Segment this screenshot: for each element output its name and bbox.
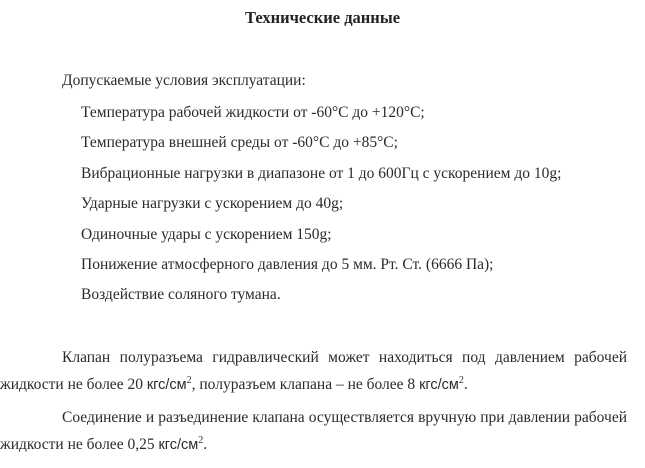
connection-unit-exponent: 2 — [198, 435, 204, 446]
connection-paragraph — [0, 404, 627, 459]
pressure-unit-2: кгс/см — [419, 377, 459, 393]
pressure-text-part-2: , полуразъем клапана – не более 8 — [191, 376, 420, 393]
pressure-unit-1: кгс/см — [146, 377, 187, 393]
connection-text-end: . — [203, 436, 208, 453]
conditions-list — [81, 103, 561, 316]
condition-item-single-impact: Одиночные удары с ускорением 150g; — [81, 225, 332, 243]
connection-text-part-1: Соединение и разъединение клапана осуществляется вручную при давлении рабочей жидкости не более 0,25 — [0, 409, 627, 453]
connection-unit: кгс/см — [158, 437, 199, 453]
condition-item-low-pressure: Понижение атмосферного давления до 5 мм. Рт. Ст. (6666 Па); — [81, 255, 494, 273]
pressure-unit-1-exponent: 2 — [186, 375, 192, 386]
conditions-intro: Допускаемые условия эксплуатации: — [62, 72, 306, 89]
page-title: Технические данные — [244, 8, 401, 27]
condition-item-salt-fog: Воздействие соляного тумана. — [81, 286, 281, 304]
condition-item-fluid-temperature: Температура рабочей жидкости от -60°С до +120°С; — [81, 104, 425, 121]
pressure-unit-2-exponent: 2 — [458, 375, 464, 386]
pressure-text-end: . — [463, 376, 468, 393]
pressure-text-part-1: Клапан полуразъема гидравлический может находиться под давлением рабочей жидкости не более 20 — [0, 349, 627, 393]
condition-item-vibration: Вибрационные нагрузки в диапазоне от 1 до 600Гц с ускорением до 10g; — [81, 164, 562, 182]
pressure-paragraph — [0, 344, 627, 399]
condition-item-ambient-temperature: Температура внешней среды от -60°С до +85°С; — [81, 134, 398, 152]
condition-item-shock: Ударные нагрузки с ускорением до 40g; — [81, 195, 344, 213]
